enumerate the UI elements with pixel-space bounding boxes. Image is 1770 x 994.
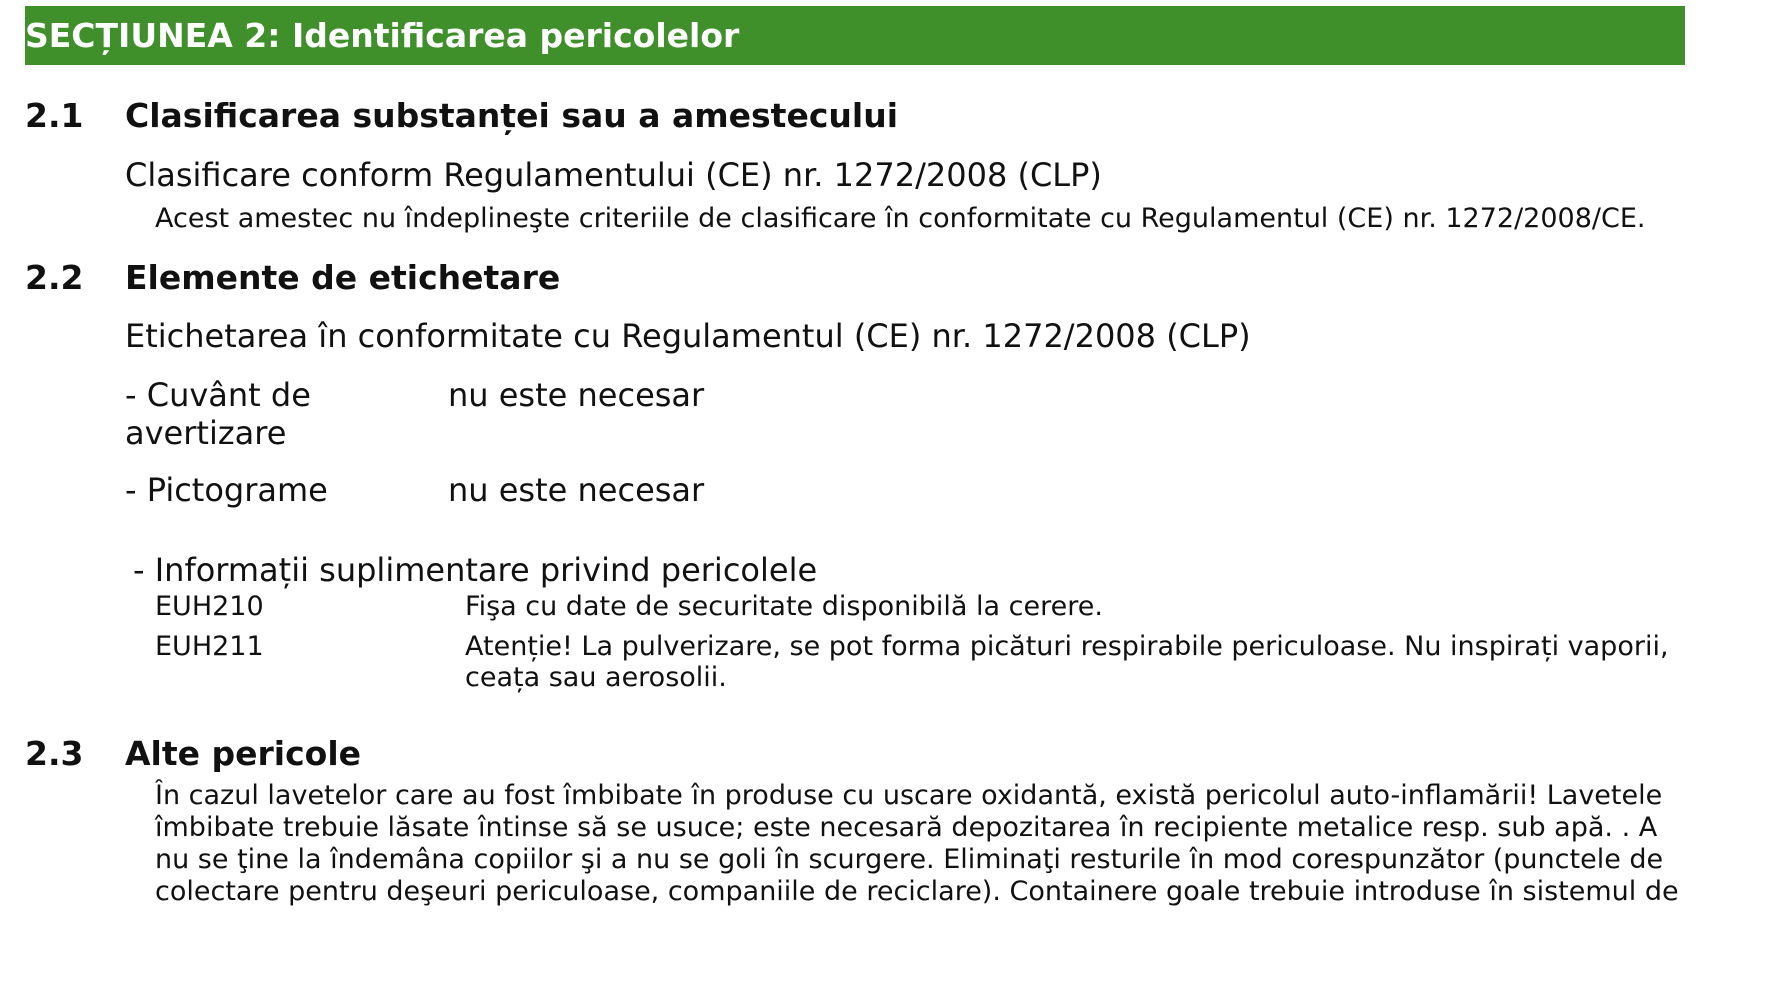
classification-text: Acest amestec nu îndeplineşte criteriile de clasificare în conformitate cu Regulamentul (CE) nr. 1272/2008/CE.	[155, 203, 1646, 234]
signal-word-label	[125, 376, 425, 452]
euh-phrase: Fişa cu date de securitate disponibilă la cerere.	[465, 591, 1103, 622]
euh-phrase: Atenție! La pulverizare, se pot forma picături respirabile periculoase. Nu inspirați vaporii, ceața sau aerosolii.	[465, 631, 1669, 693]
paragraph-line: colectare pentru deşeuri periculoase, companiile de reciclare). Containere goale trebuie introduse în sistemul de	[155, 876, 1679, 907]
other-hazards-paragraph	[155, 780, 1695, 908]
subheading-clp-classification: Clasificare conform Regulamentului (CE) nr. 1272/2008 (CLP)	[125, 156, 1102, 194]
signal-word-label-line-1: - Cuvânt de	[125, 376, 311, 414]
section-number-2-2: 2.2	[25, 258, 84, 297]
heading-labelling: Elemente de etichetare	[125, 258, 561, 297]
subheading-clp-labelling: Etichetarea în conformitate cu Regulamentul (CE) nr. 1272/2008 (CLP)	[125, 317, 1251, 355]
pictograms-value: nu este necesar	[448, 471, 705, 509]
signal-word-label-line-2: avertizare	[125, 414, 287, 452]
heading-classification: Clasificarea substanței sau a amestecului	[125, 96, 899, 135]
euh-code: EUH211	[155, 631, 264, 662]
signal-word-value: nu este necesar	[448, 376, 705, 414]
pictograms-label: - Pictograme	[125, 471, 328, 509]
paragraph-line: În cazul lavetelor care au fost îmbibate în produse cu uscare oxidantă, există pericolul auto-inflamării! Lavetele	[155, 780, 1663, 811]
euh-code: EUH210	[155, 591, 264, 622]
supplementary-hazard-info-title: - Informații suplimentare privind pericolele	[133, 551, 818, 589]
heading-other-hazards: Alte pericole	[125, 734, 362, 773]
section-number-2-1: 2.1	[25, 96, 84, 135]
section-header: SECȚIUNEA 2: Identificarea pericolelor	[25, 6, 1685, 65]
section-number-2-3: 2.3	[25, 734, 84, 773]
paragraph-line: nu se ţine la îndemâna copiilor şi a nu se goli în scurgere. Eliminaţi resturile în mod corespunzător (punctele de	[155, 844, 1664, 875]
paragraph-line: îmbibate trebuie lăsate întinse să se usuce; este necesară depozitarea în recipiente metalice resp. sub apă. . A	[155, 812, 1658, 843]
